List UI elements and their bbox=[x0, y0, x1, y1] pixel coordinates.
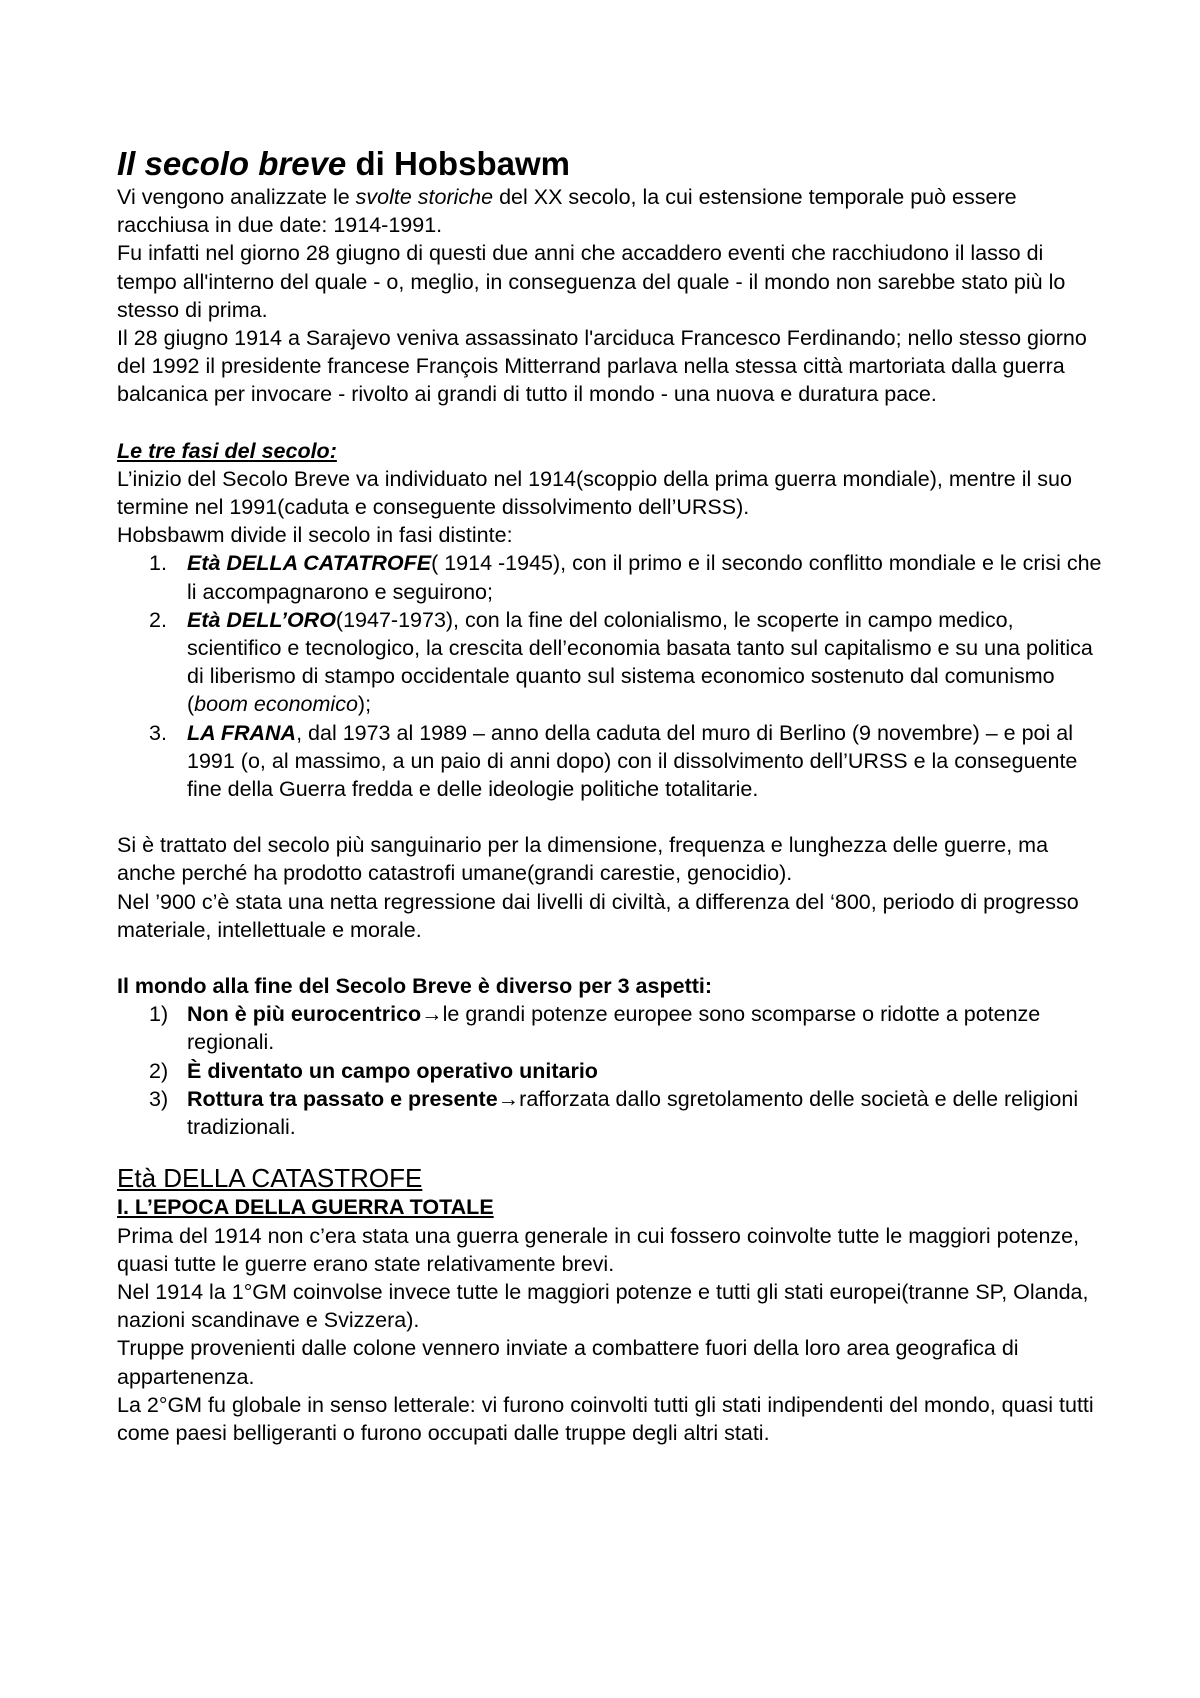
aspects-heading: Il mondo alla fine del Secolo Breve è diverso per 3 aspetti: bbox=[117, 974, 713, 999]
list-item: 3. LA FRANA, dal 1973 al 1989 – anno della caduta del muro di Berlino (9 novembre) – e poi al 1991 (o, al massimo, a un paio di anni dopo) con il dissolvimento dell’URSS e la conseguente fine della Guerra fredda e delle ideologie politiche totalitarie. bbox=[149, 720, 1078, 802]
century-paragraph-2: Nel ’900 c’è stata una netta regressione dai livelli di civiltà, a differenza del ‘800, periodo di progresso materiale, intellettuale e morale. bbox=[117, 889, 1079, 942]
phases-paragraph-2: Hobsbawm divide il secolo in fasi distinte: bbox=[117, 523, 513, 548]
list-item: 2) È diventato un campo operativo unitario bbox=[149, 1058, 598, 1083]
phases-paragraph-1: L’inizio del Secolo Breve va individuato nel 1914(scoppio della prima guerra mondiale), mentre il suo termine nel 1991(caduta e conseguente dissolvimento dell’URSS). bbox=[117, 466, 1072, 520]
section-subheading: I. L’EPOCA DELLA GUERRA TOTALE bbox=[117, 1195, 494, 1220]
phase-name: Età DELL’ORO bbox=[187, 607, 336, 632]
title-rest: di Hobsbawm bbox=[346, 145, 570, 182]
section-heading: Età DELLA CATASTROFE bbox=[117, 1163, 423, 1194]
century-paragraph-1: Si è trattato del secolo più sanguinario per la dimensione, frequenza e lunghezza delle guerre, ma anche perché ha prodotto catastrofi umane(grandi carestie, genocidio). bbox=[117, 833, 1049, 886]
document-page bbox=[117, 145, 1107, 1447]
intro-paragraph-1: Vi vengono analizzate le svolte storiche del XX secolo, la cui estensione temporale può essere racchiusa in due date: 1914-1991. bbox=[117, 185, 1017, 238]
phase-name: LA FRANA bbox=[187, 720, 297, 745]
catastrophe-paragraph-1: Prima del 1914 non c’era stata una guerra generale in cui fossero coinvolte tutte le maggiori potenze, quasi tutte le guerre erano state relativamente brevi. bbox=[117, 1223, 1080, 1276]
document-title bbox=[117, 145, 1107, 183]
catastrophe-paragraph-4: La 2°GM fu globale in senso letterale: vi furono coinvolti tutti gli stati indipendenti del mondo, quasi tutti come paesi belligeranti o furono occupati dalle truppe degli altri stati. bbox=[117, 1392, 1094, 1445]
phases-list bbox=[117, 549, 1107, 803]
list-item: 3) Rottura tra passato e presente→rafforzata dallo sgretolamento delle società e delle religioni tradizionali. bbox=[149, 1086, 1079, 1140]
intro-paragraph-3: Il 28 giugno 1914 a Sarajevo veniva assassinato l'arciduca Francesco Ferdinando; nello stesso giorno del 1992 il presidente francese François Mitterrand parlava nella stessa città martoriata dalla guerra balcanica per invocare - rivolto ai grandi di tutto il mondo - una nuova e duratura pace. bbox=[117, 326, 1087, 407]
intro-paragraph-2: Fu infatti nel giorno 28 giugno di questi due anni che accaddero eventi che racchiudono il lasso di tempo all'interno del quale - o, meglio, in conseguenza del quale - il mondo non sarebbe stato più lo stesso di prima. bbox=[117, 241, 1066, 322]
phases-heading: Le tre fasi del secolo: bbox=[117, 438, 337, 463]
list-item: 2. Età DELL’ORO(1947-1973), con la fine del colonialismo, le scoperte in campo medico, scientifico e tecnologico, la crescita dell’economia basata tanto sul capitalismo e su una politica di liberismo di stampo occidentale quanto sul sistema economico sostenuto dal comunismo (boom economico); bbox=[149, 607, 1093, 717]
aspects-list bbox=[117, 1000, 1107, 1141]
catastrophe-paragraph-2: Nel 1914 la 1°GM coinvolse invece tutte le maggiori potenze e tutti gli stati europei(tranne SP, Olanda, nazioni scandinave e Svizzera). bbox=[117, 1279, 1089, 1333]
list-item: 1. Età DELLA CATATROFE( 1914 -1945), con il primo e il secondo conflitto mondiale e le crisi che li accompagnarono e seguirono; bbox=[149, 551, 1102, 604]
title-italic: Il secolo breve bbox=[117, 145, 347, 182]
catastrophe-paragraph-3: Truppe provenienti dalle colone vennero inviate a combattere fuori della loro area geografica di appartenenza. bbox=[117, 1336, 1019, 1389]
emphasis-text: svolte storiche bbox=[355, 185, 494, 209]
phase-name: Età DELLA CATATROFE bbox=[187, 551, 432, 576]
list-item: 1) Non è più eurocentrico→le grandi potenze europee sono scomparse o ridotte a potenze regionali. bbox=[149, 1002, 1041, 1055]
